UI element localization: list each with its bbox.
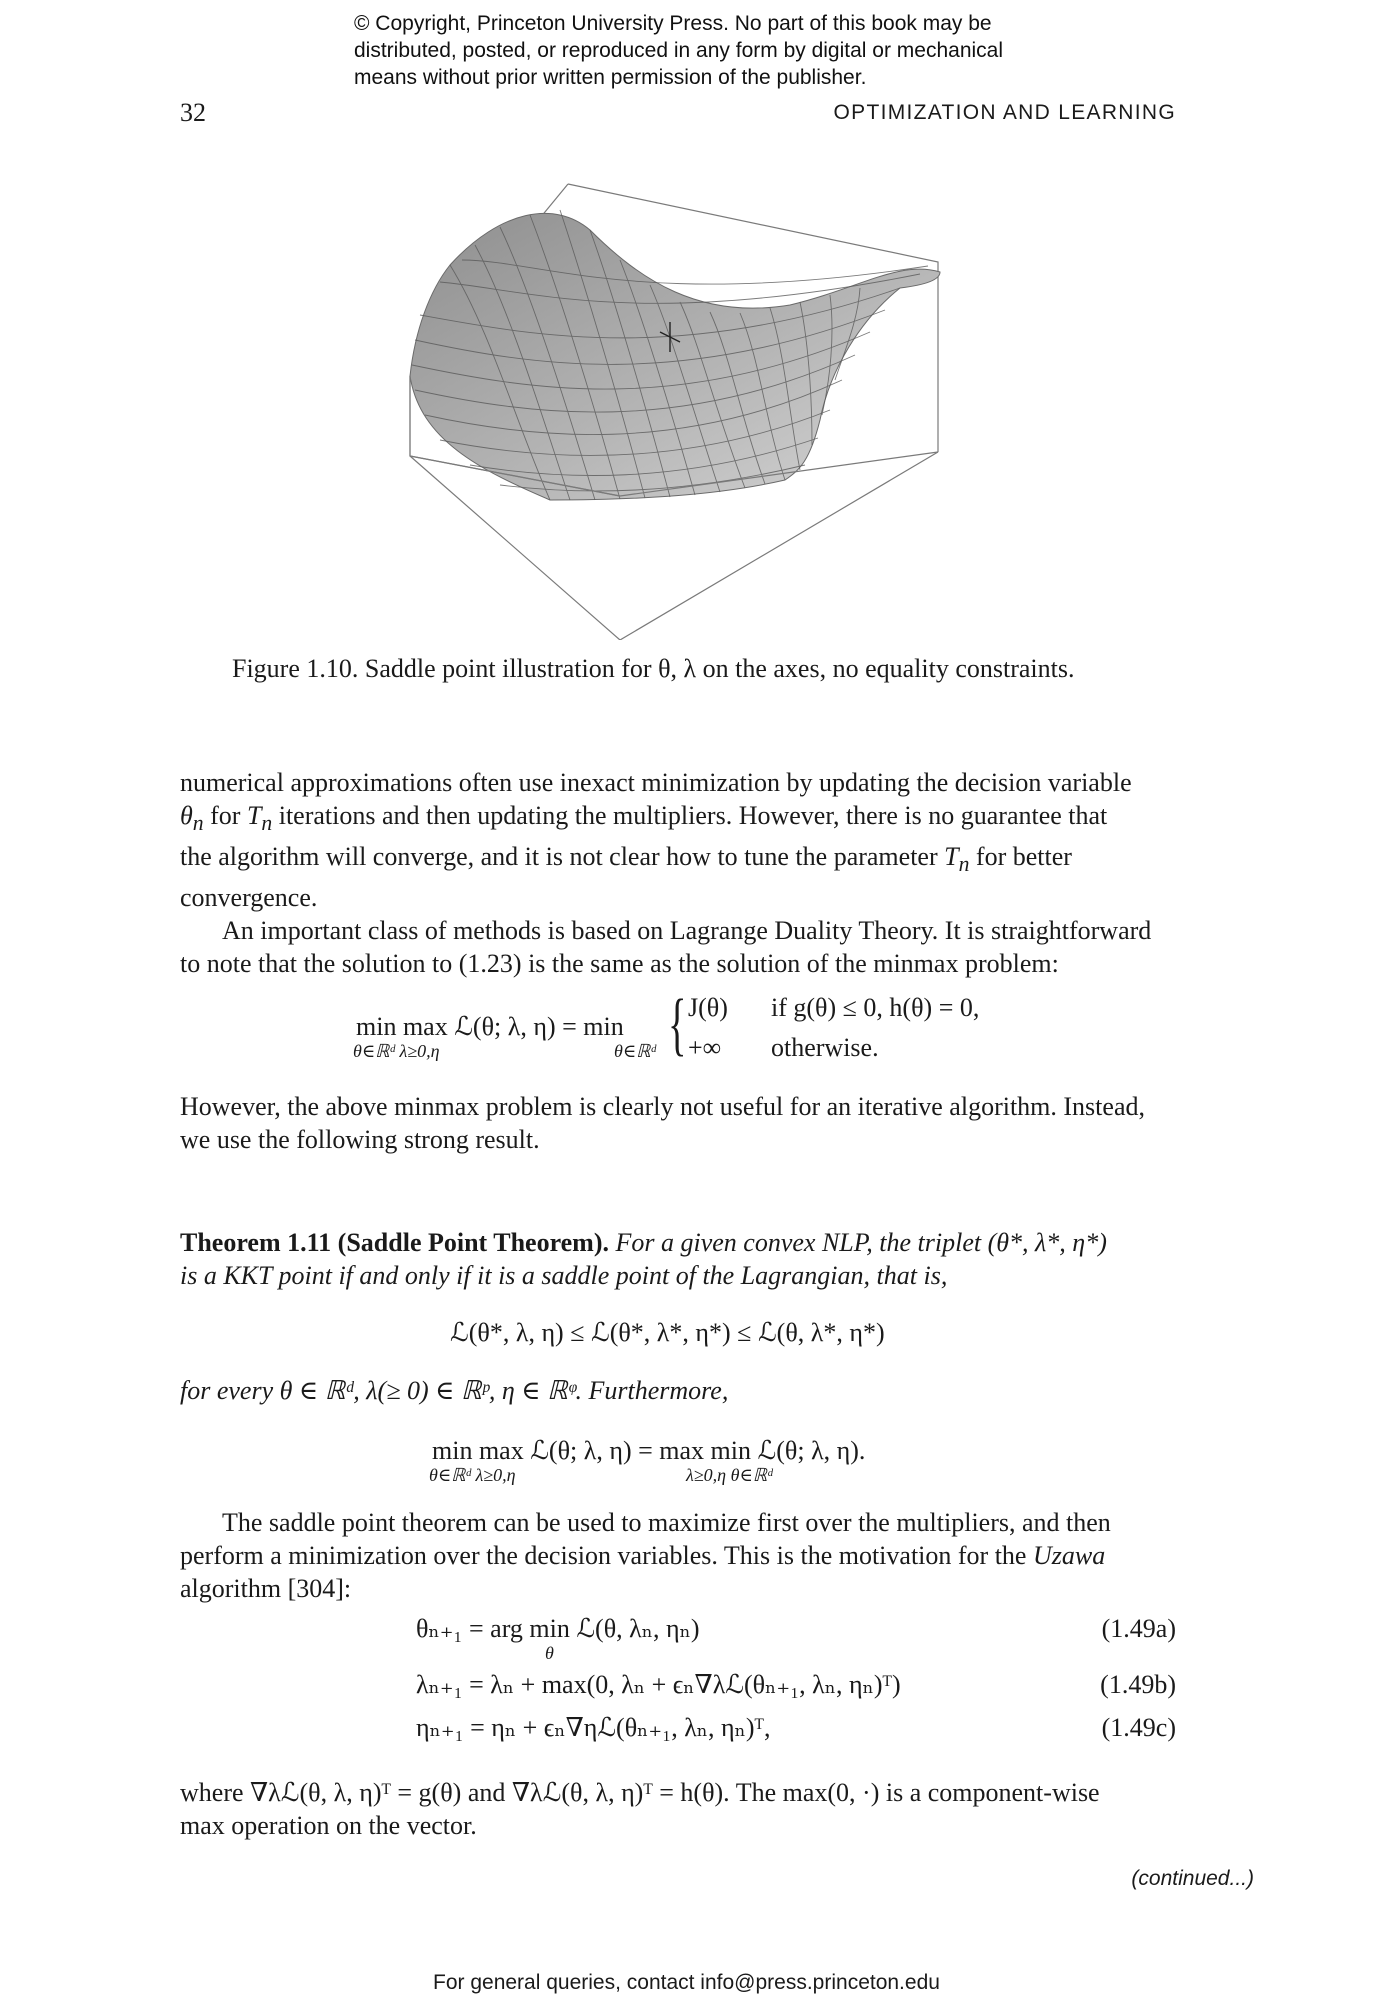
subscript: n <box>958 852 970 877</box>
text-line <box>180 1226 1176 1259</box>
saddle-surface-figure <box>380 170 980 640</box>
equation-lhs: min max ℒ(θ; λ, η) = min <box>356 1012 624 1041</box>
paragraph-uzawa-intro <box>180 1506 1176 1605</box>
equation-1-49c: ηₙ₊₁ = ηₙ + ϵₙ∇ηℒ(θₙ₊₁, λₙ, ηₙ)ᵀ, <box>416 1713 771 1742</box>
text-line: However, the above minmax problem is clearly not useful for an iterative algorithm. Instead, <box>180 1092 1145 1121</box>
text-line: algorithm [304]: <box>180 1574 352 1603</box>
symbol: θ <box>180 801 193 830</box>
equation-number: (1.49a) <box>1101 1614 1176 1643</box>
equation-number: (1.49c) <box>1101 1713 1176 1742</box>
paragraph-gradient-note <box>180 1776 1176 1842</box>
minmax-swap-equation: min max ℒ(θ; λ, η) = max min ℒ(θ; λ, η). <box>432 1436 866 1465</box>
text-run: iterations and then updating the multipliers. However, there is no guarantee that <box>272 801 1108 830</box>
text-line: max operation on the vector. <box>180 1811 477 1840</box>
paragraph-inexact-minimization <box>180 766 1176 980</box>
theorem-saddle-point <box>180 1226 1176 1292</box>
equation-1-49a: θₙ₊₁ = arg min ℒ(θ, λₙ, ηₙ) <box>416 1614 700 1643</box>
text-line: to note that the solution to (1.23) is the same as the solution of the minmax problem: <box>180 949 1059 979</box>
footer-contact: For general queries, contact info@press.princeton.edu <box>433 1971 940 1994</box>
text-run: for better <box>969 842 1072 872</box>
text-run: for <box>203 801 247 830</box>
page-number: 32 <box>180 98 206 127</box>
uzawa-name: Uzawa <box>1032 1541 1106 1570</box>
case-value: +∞ <box>688 1033 722 1062</box>
equation-1-49b: λₙ₊₁ = λₙ + max(0, λₙ + ϵₙ∇λℒ(θₙ₊₁, λₙ, ηₙ)ᵀ) <box>416 1670 901 1699</box>
paragraph-however <box>180 1090 1176 1156</box>
text-line: is a KKT point if and only if it is a saddle point of the Lagrangian, that is, <box>180 1261 948 1290</box>
text-line <box>180 840 1176 881</box>
equation-subscripts: θ∈ℝᵈ λ≥0,η <box>429 1465 516 1485</box>
text-line: we use the following strong result. <box>180 1125 540 1154</box>
copyright-line: distributed, posted, or reproduced in any form by digital or mechanical <box>354 39 1004 62</box>
for-every-clause: for every θ ∈ ℝᵈ, λ(≥ 0) ∈ ℝᵖ, η ∈ ℝᵠ. Furthermore, <box>180 1376 729 1405</box>
copyright-line: means without prior written permission of the publisher. <box>354 66 867 89</box>
text-line: convergence. <box>180 883 318 913</box>
case-condition: if g(θ) ≤ 0, h(θ) = 0, <box>771 993 980 1022</box>
theorem-heading: Theorem 1.11 (Saddle Point Theorem). <box>180 1228 609 1257</box>
equation-subscripts: λ≥0,η θ∈ℝᵈ <box>686 1465 773 1485</box>
case-value: J(θ) <box>688 993 728 1022</box>
text-line: where ∇λℒ(θ, λ, η)ᵀ = g(θ) and ∇λℒ(θ, λ, η)ᵀ = h(θ). The max(0, ·) is a component-wise <box>180 1778 1100 1807</box>
left-brace: { <box>668 986 687 1063</box>
text-line: An important class of methods is based on Lagrange Duality Theory. It is straightforward <box>222 916 1152 946</box>
saddle-inequality: ℒ(θ*, λ, η) ≤ ℒ(θ*, λ*, η*) ≤ ℒ(θ, λ*, η*) <box>450 1318 885 1347</box>
copyright-line: © Copyright, Princeton University Press. No part of this book may be <box>354 12 992 35</box>
text-run: the algorithm will converge, and it is not clear how to tune the parameter <box>180 842 945 872</box>
continued-note: (continued...) <box>1131 1867 1254 1890</box>
equation-subscripts: θ <box>545 1643 554 1663</box>
equation-subscripts: θ∈ℝᵈ λ≥0,η <box>353 1041 440 1061</box>
case-condition: otherwise. <box>771 1033 879 1062</box>
text-line <box>180 1539 1176 1572</box>
text-run: For a given convex NLP, the triplet (θ*, λ*, η*) <box>609 1228 1107 1257</box>
symbol: T <box>246 801 262 830</box>
subscript: n <box>261 811 273 836</box>
copyright-notice <box>354 10 1114 91</box>
text-line <box>180 799 1176 840</box>
subscript: n <box>192 811 204 836</box>
equation-subscripts: θ∈ℝᵈ <box>614 1041 657 1061</box>
equation-number: (1.49b) <box>1100 1670 1176 1699</box>
text-run: perform a minimization over the decision variables. This is the motivation for the <box>180 1541 1033 1570</box>
figure-caption: Figure 1.10. Saddle point illustration for θ, λ on the axes, no equality constraints. <box>232 654 1075 683</box>
running-head: OPTIMIZATION AND LEARNING <box>833 101 1176 124</box>
text-line: numerical approximations often use inexact minimization by updating the decision variable <box>180 768 1132 797</box>
symbol: T <box>944 842 959 872</box>
surface-patch <box>410 213 940 500</box>
text-line: The saddle point theorem can be used to maximize first over the multipliers, and then <box>222 1508 1111 1537</box>
